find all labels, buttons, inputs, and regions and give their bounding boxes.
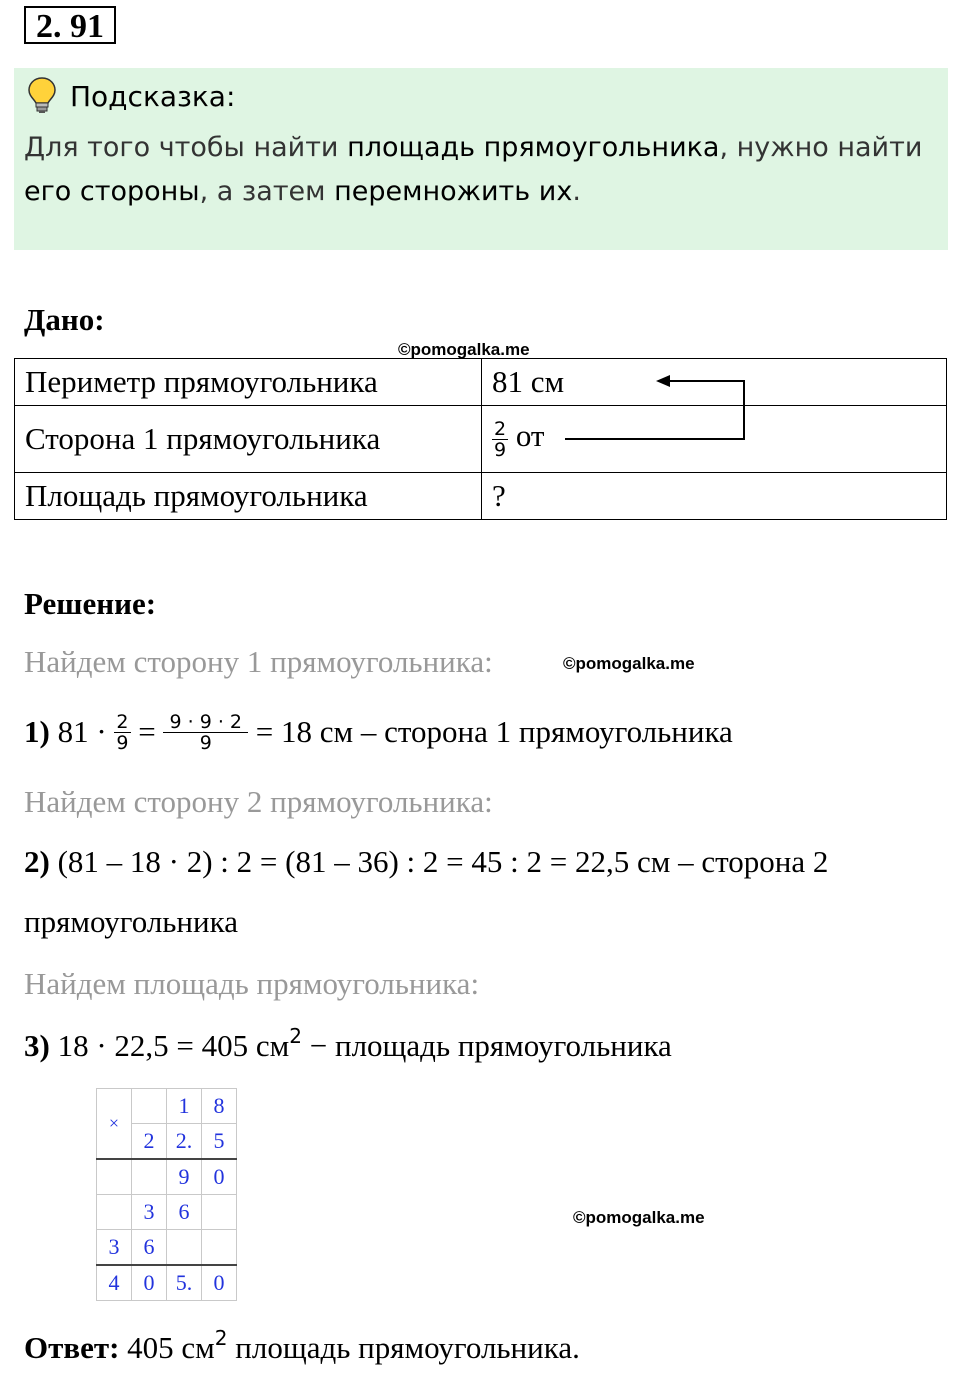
multiplication-grid: × 1 8 2 2. 5 9 0 3 6 3 6 4 0 5. 0	[96, 1088, 237, 1301]
arrow-icon	[560, 370, 760, 450]
watermark: ©pomogalka.me	[563, 654, 695, 673]
step3: 3) 18 · 22,5 = 405 $см^2$ − площадь прямоугольника	[24, 1024, 672, 1063]
fraction: $\frac{2}{9}$	[494, 417, 507, 461]
step2-intro: Найдем сторону 2 прямоугольника:	[24, 784, 493, 819]
lightbulb-icon	[27, 76, 57, 114]
given-table	[14, 358, 947, 520]
problem-number: 2. 91	[24, 6, 116, 44]
watermark: ©pomogalka.me	[398, 340, 530, 359]
given-value: ?	[482, 473, 947, 520]
solution-heading: Решение:	[24, 586, 157, 621]
given-value: 81 см	[482, 359, 947, 406]
given-label: Сторона 1 прямоугольника	[15, 406, 482, 473]
step3-intro: Найдем площадь прямоугольника:	[24, 966, 480, 1001]
step2-cont: прямоугольника	[24, 904, 238, 939]
watermark: ©pomogalka.me	[573, 1208, 705, 1227]
step2: 2) (81 – 18 · 2) : 2 = (81 – 36) : 2 = 45 : 2 = 22,5 см – сторона 2	[24, 844, 829, 879]
step1-intro: Найдем сторону 1 прямоугольника:	[24, 644, 493, 679]
given-value: $\frac{2}{9}$ от	[482, 406, 947, 473]
table-row	[15, 359, 947, 406]
hint-title: Подсказка:	[70, 80, 236, 113]
hint-text: Для того чтобы найти площадь прямоугольника, нужно найти его стороны, а затем перемножить их.	[24, 132, 923, 207]
table-row	[15, 473, 947, 520]
fraction: $\frac{2}{9}$	[116, 710, 129, 754]
given-heading: Дано:	[24, 302, 105, 337]
given-label: Площадь прямоугольника	[15, 473, 482, 520]
given-label: Периметр прямоугольника	[15, 359, 482, 406]
multiply-sign: ×	[97, 1089, 132, 1160]
fraction: $\frac{9 \cdot 9 \cdot 2}{9}$	[163, 712, 248, 753]
step1: 1) 81 · $\frac{2}{9}$ = $\frac{9 \cdot 9 \cdot 2}{9}$ = 18 см – сторона 1 прямоугольника	[24, 710, 733, 754]
answer: Ответ: 405 $см^2$ площадь прямоугольника.	[24, 1326, 580, 1365]
table-row	[15, 406, 947, 473]
